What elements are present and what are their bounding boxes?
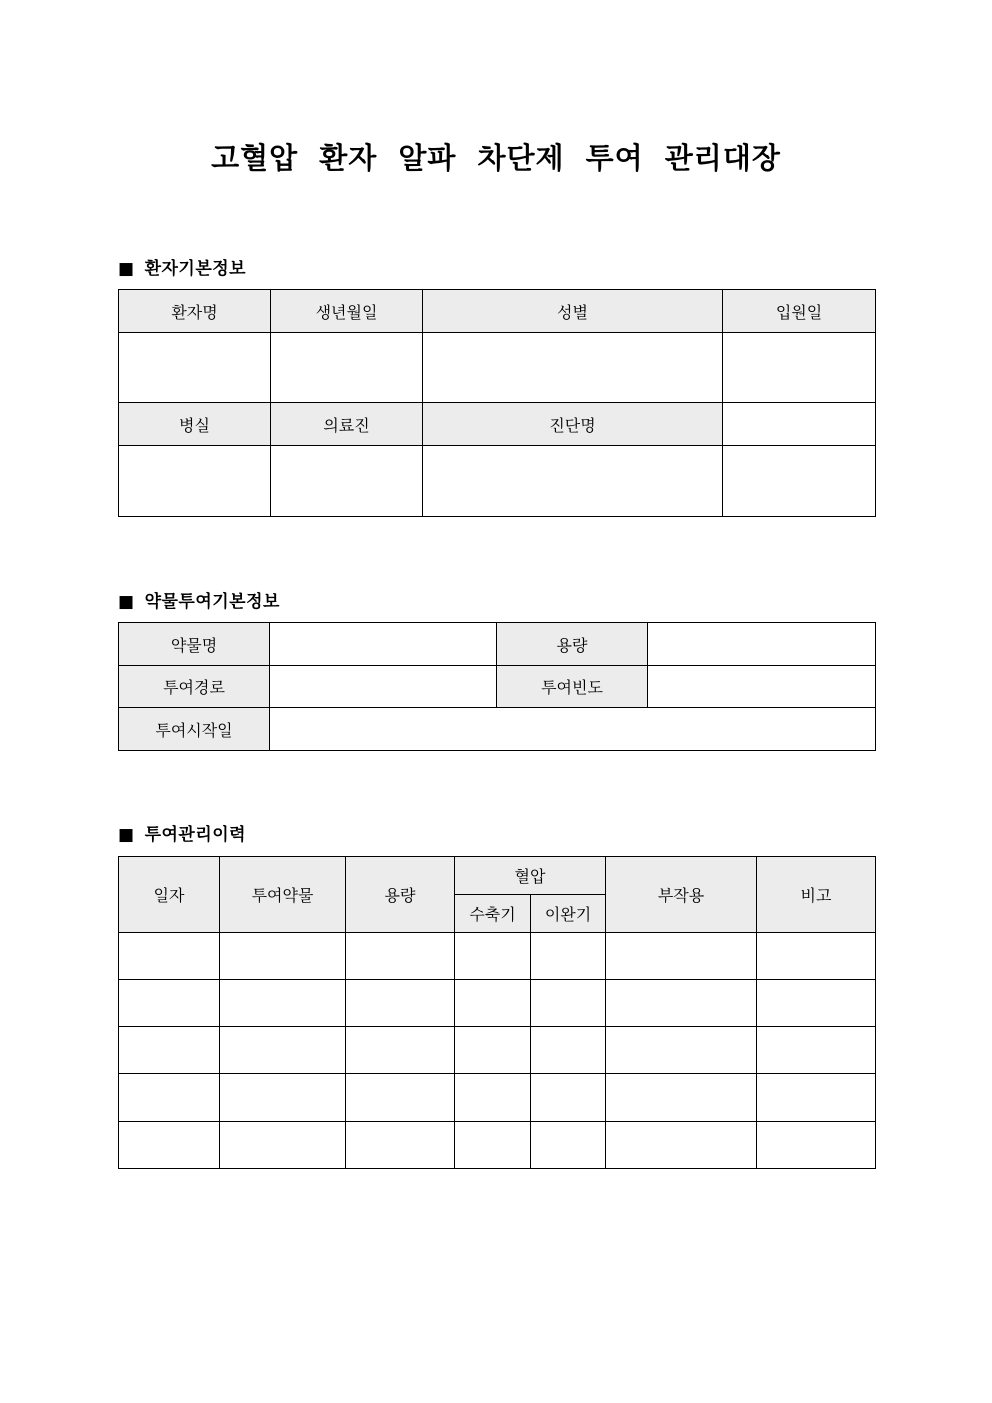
note-cell[interactable] xyxy=(757,933,876,980)
table-row xyxy=(119,1027,876,1074)
header-room: 병실 xyxy=(119,403,271,446)
diastolic-cell[interactable] xyxy=(531,933,606,980)
room-field[interactable] xyxy=(119,446,271,517)
square-bullet-icon: ■ xyxy=(118,592,135,612)
diagnosis-field[interactable] xyxy=(423,446,723,517)
dose-cell[interactable] xyxy=(346,1122,455,1169)
date-cell[interactable] xyxy=(119,933,220,980)
label-dose: 용량 xyxy=(497,623,648,666)
drug-cell[interactable] xyxy=(220,1122,346,1169)
note-cell[interactable] xyxy=(757,980,876,1027)
systolic-cell[interactable] xyxy=(455,980,531,1027)
diastolic-cell[interactable] xyxy=(531,1027,606,1074)
diastolic-cell[interactable] xyxy=(531,980,606,1027)
patient-info-table xyxy=(118,289,876,517)
date-cell[interactable] xyxy=(119,1122,220,1169)
diastolic-cell[interactable] xyxy=(531,1122,606,1169)
dose-field[interactable] xyxy=(648,623,876,666)
admission-date-field[interactable] xyxy=(723,333,876,403)
sex-field[interactable] xyxy=(423,333,723,403)
label-drug-name: 약물명 xyxy=(119,623,270,666)
drug-name-field[interactable] xyxy=(270,623,497,666)
drug-cell[interactable] xyxy=(220,1027,346,1074)
label-route: 투여경로 xyxy=(119,666,270,708)
square-bullet-icon: ■ xyxy=(118,825,135,845)
drug-cell[interactable] xyxy=(220,980,346,1027)
date-cell[interactable] xyxy=(119,1074,220,1122)
section-heading-history xyxy=(118,820,246,845)
medical-staff-field[interactable] xyxy=(271,446,423,517)
header-sex: 성별 xyxy=(423,290,723,333)
header-systolic: 수축기 xyxy=(455,895,531,933)
header-medical-staff: 의료진 xyxy=(271,403,423,446)
header-admission-date: 입원일 xyxy=(723,290,876,333)
header-date: 일자 xyxy=(119,857,220,933)
label-frequency: 투여빈도 xyxy=(497,666,648,708)
systolic-cell[interactable] xyxy=(455,1027,531,1074)
label-start-date: 투여시작일 xyxy=(119,708,270,751)
header-blood-pressure: 혈압 xyxy=(455,857,606,895)
header-patient-name: 환자명 xyxy=(119,290,271,333)
systolic-cell[interactable] xyxy=(455,933,531,980)
patient-name-field[interactable] xyxy=(119,333,271,403)
note-cell[interactable] xyxy=(757,1074,876,1122)
square-bullet-icon: ■ xyxy=(118,259,135,279)
drug-info-table xyxy=(118,622,876,751)
section-heading-patient-info xyxy=(118,254,246,279)
page-title: 고혈압 환자 알파 차단제 투여 관리대장 xyxy=(211,141,781,175)
start-date-field[interactable] xyxy=(270,708,876,751)
table-row xyxy=(119,1074,876,1122)
note-cell[interactable] xyxy=(757,1122,876,1169)
history-rows xyxy=(119,933,876,1169)
systolic-cell[interactable] xyxy=(455,1122,531,1169)
section-heading-label: 환자기본정보 xyxy=(144,259,247,279)
side-effect-cell[interactable] xyxy=(606,1122,757,1169)
note-cell[interactable] xyxy=(757,1027,876,1074)
table-row xyxy=(119,1122,876,1169)
dose-cell[interactable] xyxy=(346,933,455,980)
header-note: 비고 xyxy=(757,857,876,933)
extra-field[interactable] xyxy=(723,446,876,517)
header-diastolic: 이완기 xyxy=(531,895,606,933)
drug-cell[interactable] xyxy=(220,1074,346,1122)
dose-cell[interactable] xyxy=(346,1027,455,1074)
table-row xyxy=(119,980,876,1027)
systolic-cell[interactable] xyxy=(455,1074,531,1122)
header-diagnosis: 진단명 xyxy=(423,403,723,446)
header-drug: 투여약물 xyxy=(220,857,346,933)
section-heading-label: 약물투여기본정보 xyxy=(144,592,280,612)
date-cell[interactable] xyxy=(119,980,220,1027)
date-cell[interactable] xyxy=(119,1027,220,1074)
side-effect-cell[interactable] xyxy=(606,1027,757,1074)
table-row xyxy=(119,933,876,980)
frequency-field[interactable] xyxy=(648,666,876,708)
history-table xyxy=(118,856,876,1169)
header-dose: 용량 xyxy=(346,857,455,933)
blank-header-cell xyxy=(723,403,876,446)
side-effect-cell[interactable] xyxy=(606,933,757,980)
section-heading-label: 투여관리이력 xyxy=(144,825,247,845)
dose-cell[interactable] xyxy=(346,980,455,1027)
diastolic-cell[interactable] xyxy=(531,1074,606,1122)
route-field[interactable] xyxy=(270,666,497,708)
drug-cell[interactable] xyxy=(220,933,346,980)
section-heading-drug-info xyxy=(118,587,280,612)
side-effect-cell[interactable] xyxy=(606,980,757,1027)
birth-date-field[interactable] xyxy=(271,333,423,403)
dose-cell[interactable] xyxy=(346,1074,455,1122)
header-side-effect: 부작용 xyxy=(606,857,757,933)
header-birth-date: 생년월일 xyxy=(271,290,423,333)
side-effect-cell[interactable] xyxy=(606,1074,757,1122)
